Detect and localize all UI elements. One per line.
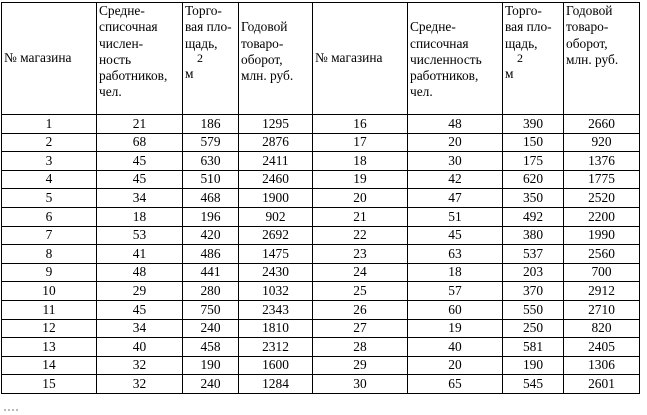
header-turnover-left: [239, 3, 313, 115]
header-line: № магазина: [4, 50, 72, 66]
cell-store-number-left: 10: [2, 282, 97, 301]
header-line: работников,: [410, 68, 479, 84]
cell-turnover-right: 2660: [564, 115, 640, 134]
cell-turnover-left: 1900: [239, 189, 313, 208]
table-row: [2, 282, 640, 301]
cell-area-right: 370: [503, 282, 564, 301]
cell-store-number-right: 30: [313, 375, 408, 394]
header-line: млн. руб.: [566, 51, 619, 67]
cell-store-number-left: 11: [2, 300, 97, 319]
cell-turnover-left: 1475: [239, 245, 313, 264]
cell-area-left: 579: [183, 133, 239, 152]
header-line: списочная: [99, 19, 158, 35]
cell-turnover-right: 2520: [564, 189, 640, 208]
area-unit: м: [185, 66, 194, 82]
cell-area-left: 510: [183, 170, 239, 189]
cell-area-right: 390: [503, 115, 564, 134]
cell-employees-right: 47: [408, 189, 503, 208]
cell-store-number-left: 13: [2, 338, 97, 357]
cell-turnover-right: 2601: [564, 375, 640, 394]
table-header: [2, 3, 640, 115]
page-edge-dots: [4, 409, 18, 413]
cell-area-right: 492: [503, 207, 564, 226]
cell-employees-left: 48: [97, 263, 183, 282]
cell-employees-right: 60: [408, 300, 503, 319]
cell-store-number-right: 22: [313, 226, 408, 245]
cell-store-number-right: 26: [313, 300, 408, 319]
header-line: вая пло-: [185, 19, 232, 35]
cell-area-left: 486: [183, 245, 239, 264]
cell-area-left: 190: [183, 356, 239, 375]
table-row: [2, 152, 640, 171]
cell-employees-right: 40: [408, 338, 503, 357]
cell-area-left: 750: [183, 300, 239, 319]
header-line: Годовой: [241, 19, 288, 35]
header-turnover-right: [564, 3, 640, 115]
header-line: товаро-: [566, 19, 609, 35]
header-line: оборот,: [566, 35, 608, 51]
cell-turnover-left: 1600: [239, 356, 313, 375]
table-row: [2, 356, 640, 375]
cell-area-left: 441: [183, 263, 239, 282]
cell-area-right: 620: [503, 170, 564, 189]
cell-store-number-right: 16: [313, 115, 408, 134]
header-line: работников,: [99, 68, 168, 84]
cell-turnover-right: 2710: [564, 300, 640, 319]
table-row: [2, 133, 640, 152]
header-store-number-left: [2, 3, 97, 115]
cell-store-number-right: 24: [313, 263, 408, 282]
cell-employees-left: 34: [97, 189, 183, 208]
cell-store-number-right: 27: [313, 319, 408, 338]
cell-store-number-left: 12: [2, 319, 97, 338]
cell-employees-left: 32: [97, 356, 183, 375]
stores-table: [1, 2, 640, 394]
cell-store-number-left: 1: [2, 115, 97, 134]
cell-store-number-right: 25: [313, 282, 408, 301]
header-row: [2, 3, 640, 115]
header-line: чел.: [99, 84, 122, 100]
cell-area-left: 630: [183, 152, 239, 171]
cell-area-right: 581: [503, 338, 564, 357]
cell-area-right: 150: [503, 133, 564, 152]
area-unit: м: [505, 66, 514, 82]
cell-store-number-right: 19: [313, 170, 408, 189]
table-row: [2, 245, 640, 264]
table-row: [2, 375, 640, 394]
header-store-number-right: [313, 3, 408, 115]
header-line: Средне-: [99, 3, 145, 18]
header-line: Средне-: [410, 19, 456, 35]
table-row: [2, 300, 640, 319]
header-line: численность: [410, 51, 482, 67]
header-line: Годовой: [566, 3, 613, 18]
header-line: оборот,: [241, 51, 283, 67]
cell-turnover-right: 2912: [564, 282, 640, 301]
cell-area-right: 550: [503, 300, 564, 319]
cell-area-right: 537: [503, 245, 564, 264]
cell-store-number-right: 17: [313, 133, 408, 152]
header-line: товаро-: [241, 35, 284, 51]
cell-store-number-left: 14: [2, 356, 97, 375]
header-employees-left: [97, 3, 183, 115]
cell-turnover-right: 1306: [564, 356, 640, 375]
cell-store-number-right: 23: [313, 245, 408, 264]
cell-area-right: 250: [503, 319, 564, 338]
cell-turnover-right: 920: [564, 133, 640, 152]
cell-employees-right: 20: [408, 356, 503, 375]
table-row: [2, 226, 640, 245]
table-row: [2, 207, 640, 226]
cell-turnover-left: 2460: [239, 170, 313, 189]
cell-employees-left: 68: [97, 133, 183, 152]
table-row: [2, 170, 640, 189]
cell-turnover-left: 2692: [239, 226, 313, 245]
cell-employees-left: 32: [97, 375, 183, 394]
cell-area-right: 350: [503, 189, 564, 208]
cell-employees-right: 45: [408, 226, 503, 245]
header-line: щадь,: [185, 35, 218, 51]
cell-store-number-right: 20: [313, 189, 408, 208]
cell-area-left: 186: [183, 115, 239, 134]
cell-store-number-right: 21: [313, 207, 408, 226]
cell-area-right: 380: [503, 226, 564, 245]
cell-turnover-right: 2560: [564, 245, 640, 264]
cell-employees-left: 18: [97, 207, 183, 226]
cell-store-number-left: 2: [2, 133, 97, 152]
cell-turnover-left: 2312: [239, 338, 313, 357]
cell-turnover-right: 1775: [564, 170, 640, 189]
header-line: щадь,: [505, 35, 538, 51]
cell-employees-right: 42: [408, 170, 503, 189]
table-row: [2, 338, 640, 357]
cell-turnover-left: 2343: [239, 300, 313, 319]
cell-turnover-left: 2430: [239, 263, 313, 282]
cell-store-number-right: 29: [313, 356, 408, 375]
table-row: [2, 189, 640, 208]
area-superscript: 2: [517, 50, 523, 65]
table-body: [2, 115, 640, 394]
header-line: списочная: [410, 35, 469, 51]
header-line: числен-: [99, 35, 144, 51]
header-line: ность: [99, 51, 132, 67]
header-line: № магазина: [315, 50, 383, 66]
cell-employees-left: 29: [97, 282, 183, 301]
cell-employees-left: 45: [97, 300, 183, 319]
cell-employees-right: 65: [408, 375, 503, 394]
cell-turnover-right: 1990: [564, 226, 640, 245]
cell-area-left: 420: [183, 226, 239, 245]
cell-employees-left: 45: [97, 170, 183, 189]
cell-turnover-left: 1032: [239, 282, 313, 301]
cell-area-left: 468: [183, 189, 239, 208]
header-line: млн. руб.: [241, 68, 294, 84]
cell-employees-right: 19: [408, 319, 503, 338]
cell-area-right: 175: [503, 152, 564, 171]
cell-store-number-left: 15: [2, 375, 97, 394]
cell-store-number-left: 6: [2, 207, 97, 226]
cell-employees-left: 53: [97, 226, 183, 245]
cell-employees-right: 18: [408, 263, 503, 282]
table-row: [2, 115, 640, 134]
header-area-right: [503, 3, 564, 115]
cell-area-left: 240: [183, 375, 239, 394]
cell-area-left: 240: [183, 319, 239, 338]
cell-area-right: 545: [503, 375, 564, 394]
cell-employees-left: 41: [97, 245, 183, 264]
cell-area-left: 196: [183, 207, 239, 226]
header-line: чел.: [410, 84, 433, 100]
cell-turnover-left: 902: [239, 207, 313, 226]
cell-employees-right: 51: [408, 207, 503, 226]
cell-area-right: 190: [503, 356, 564, 375]
area-superscript: 2: [197, 50, 203, 65]
cell-employees-right: 63: [408, 245, 503, 264]
cell-store-number-right: 18: [313, 152, 408, 171]
cell-turnover-right: 1376: [564, 152, 640, 171]
cell-employees-right: 30: [408, 152, 503, 171]
cell-area-left: 280: [183, 282, 239, 301]
cell-employees-right: 57: [408, 282, 503, 301]
cell-turnover-right: 2405: [564, 338, 640, 357]
cell-turnover-left: 2876: [239, 133, 313, 152]
cell-employees-right: 20: [408, 133, 503, 152]
cell-turnover-right: 700: [564, 263, 640, 282]
header-line: вая пло-: [505, 19, 552, 35]
cell-employees-left: 40: [97, 338, 183, 357]
table-row: [2, 263, 640, 282]
cell-turnover-right: 2200: [564, 207, 640, 226]
table-row: [2, 319, 640, 338]
cell-store-number-left: 4: [2, 170, 97, 189]
header-employees-right: [408, 3, 503, 115]
cell-store-number-left: 8: [2, 245, 97, 264]
cell-store-number-right: 28: [313, 338, 408, 357]
cell-store-number-left: 9: [2, 263, 97, 282]
header-line: Торго-: [505, 3, 542, 18]
cell-turnover-left: 1284: [239, 375, 313, 394]
cell-area-right: 203: [503, 263, 564, 282]
cell-turnover-left: 1810: [239, 319, 313, 338]
cell-employees-left: 45: [97, 152, 183, 171]
cell-employees-left: 34: [97, 319, 183, 338]
cell-area-left: 458: [183, 338, 239, 357]
cell-store-number-left: 5: [2, 189, 97, 208]
cell-employees-right: 48: [408, 115, 503, 134]
cell-employees-left: 21: [97, 115, 183, 134]
cell-store-number-left: 7: [2, 226, 97, 245]
header-line: Торго-: [185, 3, 222, 18]
header-area-left: [183, 3, 239, 115]
cell-turnover-left: 2411: [239, 152, 313, 171]
cell-turnover-left: 1295: [239, 115, 313, 134]
cell-store-number-left: 3: [2, 152, 97, 171]
cell-turnover-right: 820: [564, 319, 640, 338]
